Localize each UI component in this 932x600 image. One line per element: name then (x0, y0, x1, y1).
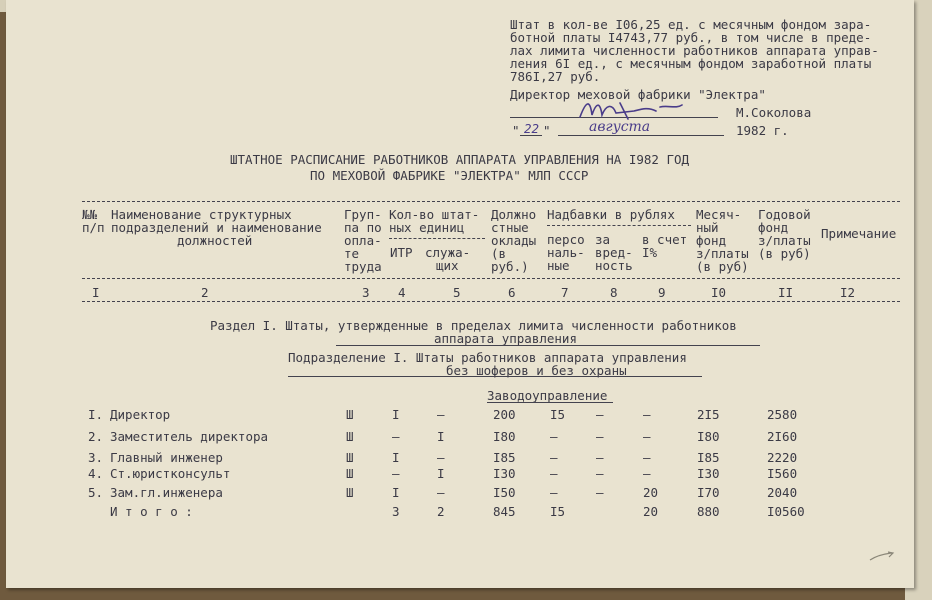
col-number-12: I2 (840, 285, 856, 300)
date-day: 22 (524, 121, 540, 136)
row-position: Заместитель директора (110, 429, 269, 444)
row-annual: 2040 (767, 485, 798, 500)
header-monthly-2: ный (696, 220, 719, 235)
approval-line-1: Штат в кол-ве I06,25 ед. с месячным фондом зара- (510, 17, 872, 32)
row-personal: I5 (550, 407, 566, 422)
header-monthly-4: з/платы (696, 246, 749, 261)
row-number: 3. (88, 450, 104, 465)
col-number-10: I0 (711, 285, 727, 300)
row-personal: – (550, 450, 558, 465)
header-name-2: подразделений и наименование (111, 220, 322, 235)
section-heading-line-2: аппарата управления (434, 331, 577, 346)
row-number: 5. (88, 485, 104, 500)
header-annual-1: Годовой (758, 207, 811, 222)
col-number-8: 8 (610, 285, 618, 300)
col-number-2: 2 (201, 285, 209, 300)
row-annual: 2I60 (767, 429, 798, 444)
col-number-4: 4 (398, 285, 406, 300)
header-monthly-1: Месяч- (696, 207, 742, 222)
header-monthly-5: (в руб) (696, 259, 749, 274)
department-heading: Заводоуправление (487, 388, 608, 403)
col-number-11: II (778, 285, 794, 300)
row-salary: 200 (493, 407, 516, 422)
document-title-line-2: ПО МЕХОВОЙ ФАБРИКЕ "ЭЛЕКТРА" МЛП СССР (310, 168, 589, 183)
header-harm-2: вред- (595, 245, 633, 260)
row-number: I. (88, 407, 104, 422)
header-group-3: опла- (344, 233, 382, 248)
header-harm-3: ность (595, 258, 633, 273)
row-itr: I (392, 485, 400, 500)
approval-line-2: ботной платы I4743,77 руб., в том числе в преде- (510, 30, 872, 45)
row-number: 2. (88, 429, 104, 444)
header-salary-3: оклады (491, 233, 537, 248)
row-harm: – (596, 485, 604, 500)
header-salary-2: стные (491, 220, 529, 235)
row-employees: – (437, 485, 445, 500)
col-numbers-rule (82, 301, 900, 302)
subdivision-heading-line-2: без шоферов и без охраны (446, 363, 627, 378)
header-employees-2: щих (436, 258, 459, 273)
row-account: 20 (643, 485, 659, 500)
col-number-3: 3 (362, 285, 370, 300)
date-month: августа (589, 119, 651, 135)
header-salary-5: руб.) (491, 259, 529, 274)
header-bottom-rule (82, 278, 900, 279)
director-title: Директор меховой фабрики "Электра" (510, 87, 766, 102)
subdivision-heading-underline (288, 376, 702, 377)
row-itr: I (392, 407, 400, 422)
header-count-1: Кол-во штат- (389, 207, 480, 222)
row-group: Ш (346, 466, 354, 481)
total-itr: 3 (392, 504, 400, 519)
row-annual: I560 (767, 466, 798, 481)
approval-line-3: лах лимита численности работников аппарата управ- (510, 43, 879, 58)
row-employees: I (437, 429, 445, 444)
row-itr: – (392, 429, 400, 444)
row-position: Ст.юристконсульт (110, 466, 231, 481)
header-num-1: №№ (82, 207, 98, 222)
row-account: – (643, 429, 651, 444)
header-name-1: Наименование структурных (111, 207, 292, 222)
row-harm: – (596, 450, 604, 465)
header-annual-4: (в руб) (758, 246, 811, 261)
row-account: – (643, 407, 651, 422)
row-harm: – (596, 407, 604, 422)
row-number: 4. (88, 466, 104, 481)
header-group-5: труда (344, 259, 382, 274)
header-bonuses: Надбавки в рублях (547, 207, 675, 222)
row-personal: – (550, 485, 558, 500)
row-monthly: I30 (697, 466, 720, 481)
header-count-2: ных единиц (389, 220, 465, 235)
row-position: Зам.гл.инженера (110, 485, 223, 500)
row-salary: I50 (493, 485, 516, 500)
row-monthly: I80 (697, 429, 720, 444)
col-number-6: 6 (508, 285, 516, 300)
row-annual: 2580 (767, 407, 798, 422)
subdivision-heading-line-1: Подразделение I. Штаты работников аппарата управления (288, 350, 687, 365)
row-group: Ш (346, 450, 354, 465)
col-number-9: 9 (658, 285, 666, 300)
row-position: Главный инженер (110, 450, 223, 465)
row-group: Ш (346, 485, 354, 500)
total-annual: I0560 (767, 504, 805, 519)
header-group-2: па по (344, 220, 382, 235)
row-itr: I (392, 450, 400, 465)
row-position: Директор (110, 407, 171, 422)
director-name: М.Соколова (736, 105, 812, 120)
row-salary: I30 (493, 466, 516, 481)
row-itr: – (392, 466, 400, 481)
row-salary: I85 (493, 450, 516, 465)
row-group: Ш (346, 407, 354, 422)
header-name-3: должностей (177, 233, 253, 248)
date-year: 1982 г. (736, 123, 789, 138)
header-employees-1: служа- (425, 245, 471, 260)
header-annual-3: з/платы (758, 233, 811, 248)
date-month-underline (558, 135, 724, 136)
col-number-7: 7 (561, 285, 569, 300)
pencil-mark-icon (868, 550, 896, 564)
total-label: И т о г о : (110, 504, 193, 519)
header-personal-1: персо (547, 232, 585, 247)
header-account-2: I% (642, 245, 658, 260)
header-group-1: Груп- (344, 207, 382, 222)
row-harm: – (596, 429, 604, 444)
total-account: 20 (643, 504, 659, 519)
row-harm: – (596, 466, 604, 481)
header-group-4: те (344, 246, 360, 261)
date-quote-open: " (512, 123, 520, 138)
date-quote-close: " (543, 123, 551, 138)
header-personal-3: ные (547, 258, 570, 273)
department-underline (487, 402, 613, 403)
date-day-underline (520, 135, 542, 136)
row-employees: – (437, 450, 445, 465)
row-monthly: I85 (697, 450, 720, 465)
row-monthly: I70 (697, 485, 720, 500)
row-personal: – (550, 429, 558, 444)
header-count-rule (389, 238, 485, 239)
row-employees: – (437, 407, 445, 422)
header-top-rule (82, 201, 900, 202)
header-salary-1: Должно (491, 207, 537, 222)
row-group: Ш (346, 429, 354, 444)
row-personal: – (550, 466, 558, 481)
total-monthly: 880 (697, 504, 720, 519)
header-account-1: в счет (642, 232, 688, 247)
header-monthly-3: фонд (696, 233, 727, 248)
col-number-1: I (92, 285, 100, 300)
row-employees: I (437, 466, 445, 481)
approval-line-5: 786I,27 руб. (510, 69, 601, 84)
total-personal: I5 (550, 504, 566, 519)
header-personal-2: наль- (547, 245, 585, 260)
document-sheet (6, 0, 914, 588)
row-salary: I80 (493, 429, 516, 444)
total-salary: 845 (493, 504, 516, 519)
section-heading-line-1: Раздел I. Штаты, утвержденные в пределах лимита численности работников (210, 318, 737, 333)
row-account: – (643, 450, 651, 465)
row-account: – (643, 466, 651, 481)
header-annual-2: фонд (758, 220, 789, 235)
document-title-line-1: ШТАТНОЕ РАСПИСАНИЕ РАБОТНИКОВ АППАРАТА УПРАВЛЕНИЯ НА I982 ГОД (230, 152, 690, 167)
header-itr: ИТР (390, 245, 413, 260)
row-monthly: 2I5 (697, 407, 720, 422)
header-bonuses-rule (547, 225, 691, 226)
header-note: Примечание (821, 226, 897, 241)
col-number-5: 5 (453, 285, 461, 300)
header-harm-1: за (595, 232, 611, 247)
section-heading-underline (336, 345, 760, 346)
header-num-2: п/п (82, 220, 105, 235)
total-employees: 2 (437, 504, 445, 519)
header-salary-4: (в (491, 246, 507, 261)
approval-line-4: ления 6I ед., с месячным фондом заработной платы (510, 56, 872, 71)
row-annual: 2220 (767, 450, 798, 465)
